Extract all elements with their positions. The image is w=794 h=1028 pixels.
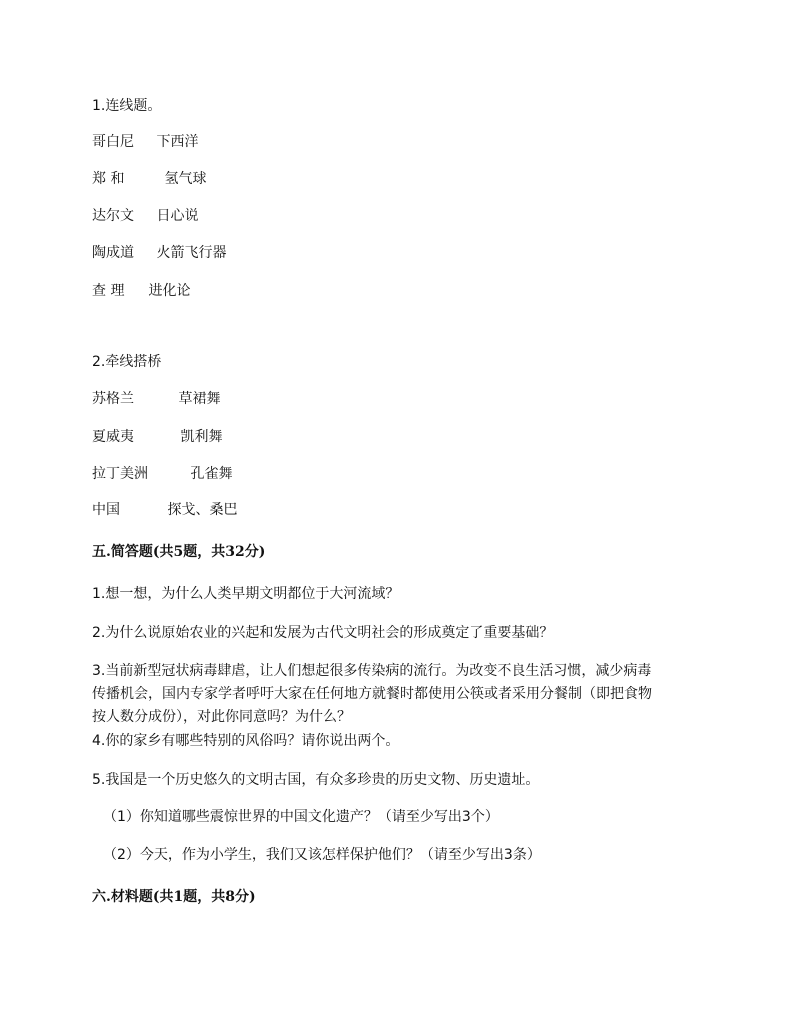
bridge-row <box>92 427 222 447</box>
short-answer-heading: 五.简答题(共5题，共32分) <box>92 544 266 560</box>
matching-left: 陶成道 <box>92 245 134 261</box>
matching-left: 哥白尼 <box>92 134 134 150</box>
question-3: 3.当前新型冠状病毒肆虐，让人们想起很多传染病的流行。为改变不良生活习惯，减少病毒传播机会，国内专家学者呼吁大家在任何地方就餐时都使用公筷或者采用分餐制（即把食物按人数分成份），对此你同意吗？为什么？ <box>92 663 652 725</box>
bridge-right: 凯利舞 <box>180 429 223 445</box>
matching-title: 1.连线题。 <box>92 98 162 114</box>
question-5: 5.我国是一个历史悠久的文明古国，有众多珍贵的历史文物、历史遗址。 <box>92 772 540 788</box>
bridge-row <box>92 500 237 520</box>
matching-row <box>92 281 190 301</box>
bridge-right: 孔雀舞 <box>190 466 233 482</box>
matching-right: 下西洋 <box>156 134 199 150</box>
question-5-part-1: （1）你知道哪些震惊世界的中国文化遗产？（请至少写出3个） <box>103 809 499 825</box>
bridge-right: 探戈、桑巴 <box>167 502 238 518</box>
matching-right: 火箭飞行器 <box>156 245 227 261</box>
bridge-row <box>92 464 232 484</box>
question-5-part-2: （2）今天，作为小学生，我们又该怎样保护他们？（请至少写出3条） <box>103 847 541 863</box>
matching-left: 达尔文 <box>92 208 134 224</box>
bridge-title: 2.牵线搭桥 <box>92 354 162 370</box>
matching-right: 进化论 <box>148 283 191 299</box>
matching-left: 郑 和 <box>92 171 125 187</box>
matching-row <box>92 243 226 263</box>
matching-row <box>92 206 198 226</box>
bridge-left: 拉丁美洲 <box>92 466 148 482</box>
matching-right: 氢气球 <box>164 171 207 187</box>
bridge-left: 苏格兰 <box>92 391 134 407</box>
question-2: 2.为什么说原始农业的兴起和发展为古代文明社会的形成奠定了重要基础？ <box>92 625 554 641</box>
matching-row <box>92 132 198 152</box>
matching-left: 查 理 <box>92 283 125 299</box>
question-4: 4.你的家乡有哪些特别的风俗吗？请你说出两个。 <box>92 733 400 749</box>
bridge-right: 草裙舞 <box>178 391 221 407</box>
matching-right: 日心说 <box>156 208 199 224</box>
bridge-left: 夏威夷 <box>92 429 134 445</box>
matching-row <box>92 169 206 189</box>
question-1: 1.想一想，为什么人类早期文明都位于大河流域？ <box>92 586 400 602</box>
bridge-row <box>92 389 220 409</box>
material-heading: 六.材料题(共1题，共8分) <box>92 889 256 905</box>
bridge-left: 中国 <box>92 502 120 518</box>
